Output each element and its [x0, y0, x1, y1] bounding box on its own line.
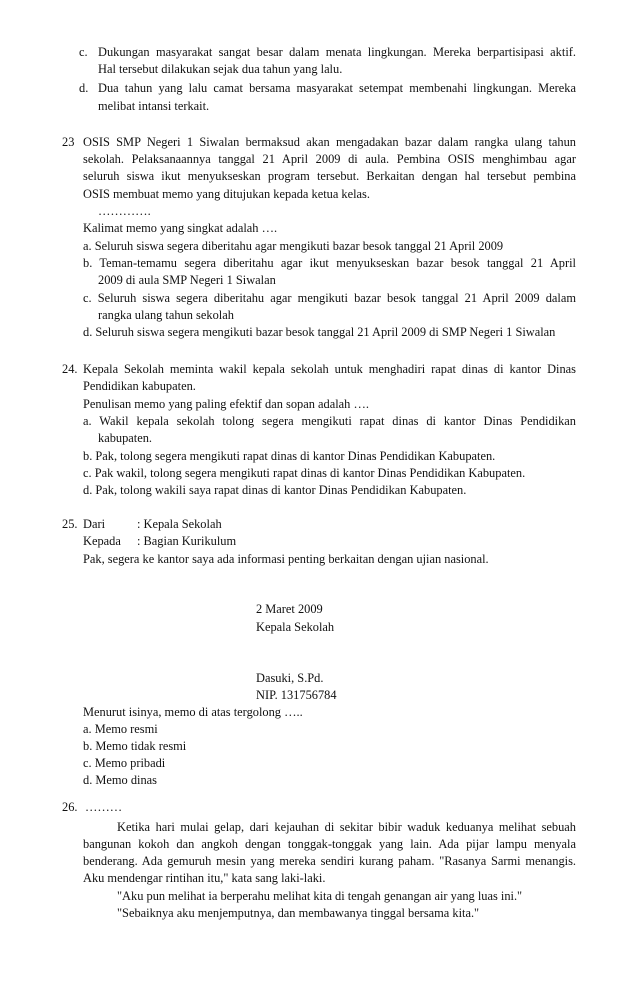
question-stem-line: Kepala Sekolah meminta wakil kepala sekolah untuk menghadiri rapat dinas di kantor Dinas — [83, 362, 576, 376]
blank-dots: ……… — [85, 800, 123, 814]
question-prompt: Kalimat memo yang singkat adalah …. — [83, 221, 278, 235]
option-b: b. Memo tidak resmi — [83, 739, 187, 753]
question-number: 24. — [62, 362, 78, 376]
passage-quote: "Aku pun melihat ia berperahu melihat kita di tengah genangan air yang luas ini." — [117, 889, 523, 903]
option-a-line2: kabupaten. — [98, 431, 153, 445]
option-d-line1: Dua tahun yang lalu camat bersama masyarakat setempat membenahi lingkungan. Mereka — [98, 81, 576, 95]
option-d-line2: melibat intansi terkait. — [98, 99, 210, 113]
passage-line: bangunan kokoh dan angkoh dengan tonggak-tonggak yang lain. Ada pijar lampu menyala — [83, 837, 576, 851]
question-stem-line: OSIS membuat memo yang ditujukan kepada ketua kelas. — [83, 187, 370, 201]
memo-body: Pak, segera ke kantor saya ada informasi penting berkaitan dengan ujian nasional. — [83, 552, 489, 566]
option-b: b. Pak, tolong segera mengikuti rapat dinas di kantor Dinas Pendidikan Kabupaten. — [83, 449, 496, 463]
question-stem-line: sekolah. Pelaksanaannya tanggal 21 April 2009 di aula. Pembina OSIS menghimbau agar — [83, 152, 576, 166]
question-stem-line: OSIS SMP Negeri 1 Siwalan bermaksud akan mengadakan bazar dalam rangka ulang tahun — [83, 135, 576, 149]
memo-date: 2 Maret 2009 — [256, 602, 323, 616]
memo-nip: NIP. 131756784 — [256, 688, 337, 702]
memo-to-value: : Bagian Kurikulum — [137, 534, 237, 548]
passage-line: Ketika hari mulai gelap, dari kejauhan di sekitar bibir waduk keduanya melihat sebuah — [117, 820, 576, 834]
passage-line: benderang. Ada gemuruh mesin yang mereka sendiri kurang paham. "Rasanya Sarmi menangis. — [83, 854, 576, 868]
option-c: c. Pak wakil, tolong segera mengikuti rapat dinas di kantor Dinas Pendidikan Kabupaten. — [83, 466, 526, 480]
option-a-line1: a. Wakil kepala sekolah tolong segera mengikuti rapat dinas di kantor Dinas Pendidikan — [83, 414, 576, 428]
blank-dots: …………. — [98, 204, 151, 218]
question-number: 23 — [62, 135, 75, 149]
question-prompt: Menurut isinya, memo di atas tergolong ….. — [83, 705, 303, 719]
option-d: d. Pak, tolong wakili saya rapat dinas di kantor Dinas Pendidikan Kabupaten. — [83, 483, 467, 497]
option-b-line2: 2009 di aula SMP Negeri 1 Siwalan — [98, 273, 276, 287]
option-c-line2: Hal tersebut dilakukan sejak dua tahun yang lalu. — [98, 62, 343, 76]
option-c: c. Memo pribadi — [83, 756, 166, 770]
option-a: a. Memo resmi — [83, 722, 158, 736]
option-letter: d. — [79, 81, 89, 95]
memo-from-value: : Kepala Sekolah — [137, 517, 222, 531]
option-c-line1: Dukungan masyarakat sangat besar dalam menata lingkungan. Mereka berpartisipasi aktif. — [98, 45, 576, 59]
question-stem-line: Pendidikan kabupaten. — [83, 379, 196, 393]
option-letter: c. — [79, 45, 88, 59]
option-c-line1: c. Seluruh siswa segera diberitahu agar mengikuti bazar besok tanggal 21 April 2009 dalam — [83, 291, 576, 305]
memo-to-label: Kepada — [83, 534, 121, 548]
passage-quote: "Sebaiknya aku menjemputnya, dan membawanya tinggal bersama kita." — [117, 906, 480, 920]
memo-signer: Dasuki, S.Pd. — [256, 671, 324, 685]
option-d: d. Memo dinas — [83, 773, 157, 787]
question-prompt: Penulisan memo yang paling efektif dan sopan adalah …. — [83, 397, 369, 411]
question-stem-line: seluruh siswa ikut menyukseskan program tersebut. Berkaitan dengan hal tersebut pembina — [83, 169, 576, 183]
question-number: 26. — [62, 800, 78, 814]
passage-line: Aku mendengar rintihan itu," kata sang laki-laki. — [83, 871, 326, 885]
memo-position: Kepala Sekolah — [256, 620, 335, 634]
option-b-line1: b. Teman-temamu segera diberitahu agar ikut menyukseskan bazar besok tanggal 21 April — [83, 256, 576, 270]
option-d: d. Seluruh siswa segera mengikuti bazar besok tanggal 21 April 2009 di SMP Negeri 1 Siwalan — [83, 325, 556, 339]
memo-from-label: Dari — [83, 517, 106, 531]
option-c-line2: rangka ulang tahun sekolah — [98, 308, 234, 322]
option-a: a. Seluruh siswa segera diberitahu agar mengikuti bazar besok tanggal 21 April 2009 — [83, 239, 504, 253]
question-number: 25. — [62, 517, 78, 531]
